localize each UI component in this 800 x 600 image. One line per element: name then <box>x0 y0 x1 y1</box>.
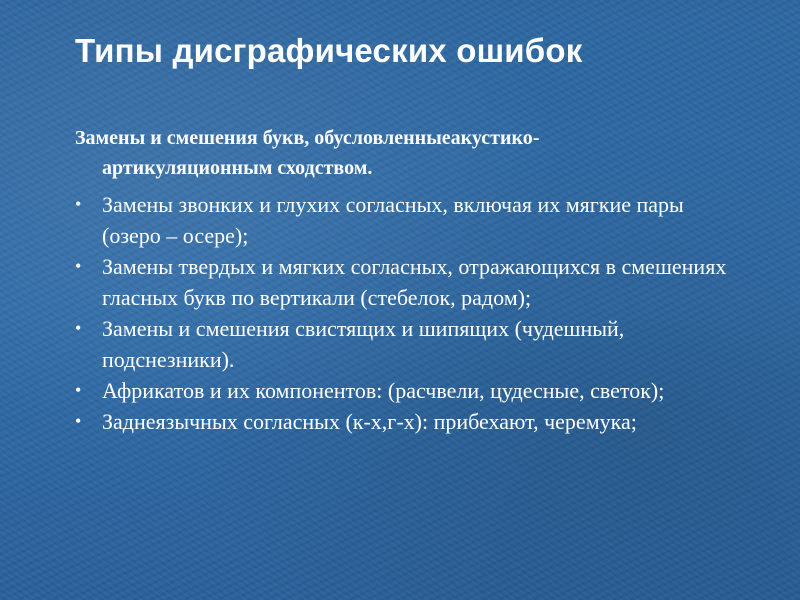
bullet-list <box>75 189 735 437</box>
bullet-dot-icon: • <box>75 380 82 400</box>
bullet-text: Африкатов и их компонентов: (расчвели, цудесные, светок); <box>102 378 665 403</box>
bullet-dot-icon: • <box>75 318 82 338</box>
lead-line-1: Замены и смешения букв, обусловленныеакустико- <box>75 127 540 149</box>
slide-title: Типы дисграфических ошибок <box>75 32 583 69</box>
bullet-text: Замены звонких и глухих согласных, включая их мягкие пары (озеро – осере); <box>102 192 684 248</box>
slide-content <box>75 123 735 437</box>
lead-line-2: артикуляционным сходством. <box>102 157 373 179</box>
bullet-dot-icon: • <box>75 411 82 431</box>
bullet-dot-icon: • <box>75 256 82 276</box>
bullet-text: Замены твердых и мягких согласных, отражающихся в смешениях гласных букв по вертикали (стебелок, радом); <box>102 254 727 310</box>
bullet-text: Заднеязычных согласных (к-х,г-х): прибехают, черемука; <box>102 409 637 434</box>
bullet-item <box>75 313 735 375</box>
bullet-item <box>75 375 735 406</box>
bullet-item <box>75 251 735 313</box>
lead-paragraph <box>75 123 735 183</box>
bullet-item <box>75 189 735 251</box>
bullet-dot-icon: • <box>75 194 82 214</box>
bullet-text: Замены и смешения свистящих и шипящих (чудешный, подснезники). <box>102 316 625 372</box>
bullet-item <box>75 406 735 437</box>
